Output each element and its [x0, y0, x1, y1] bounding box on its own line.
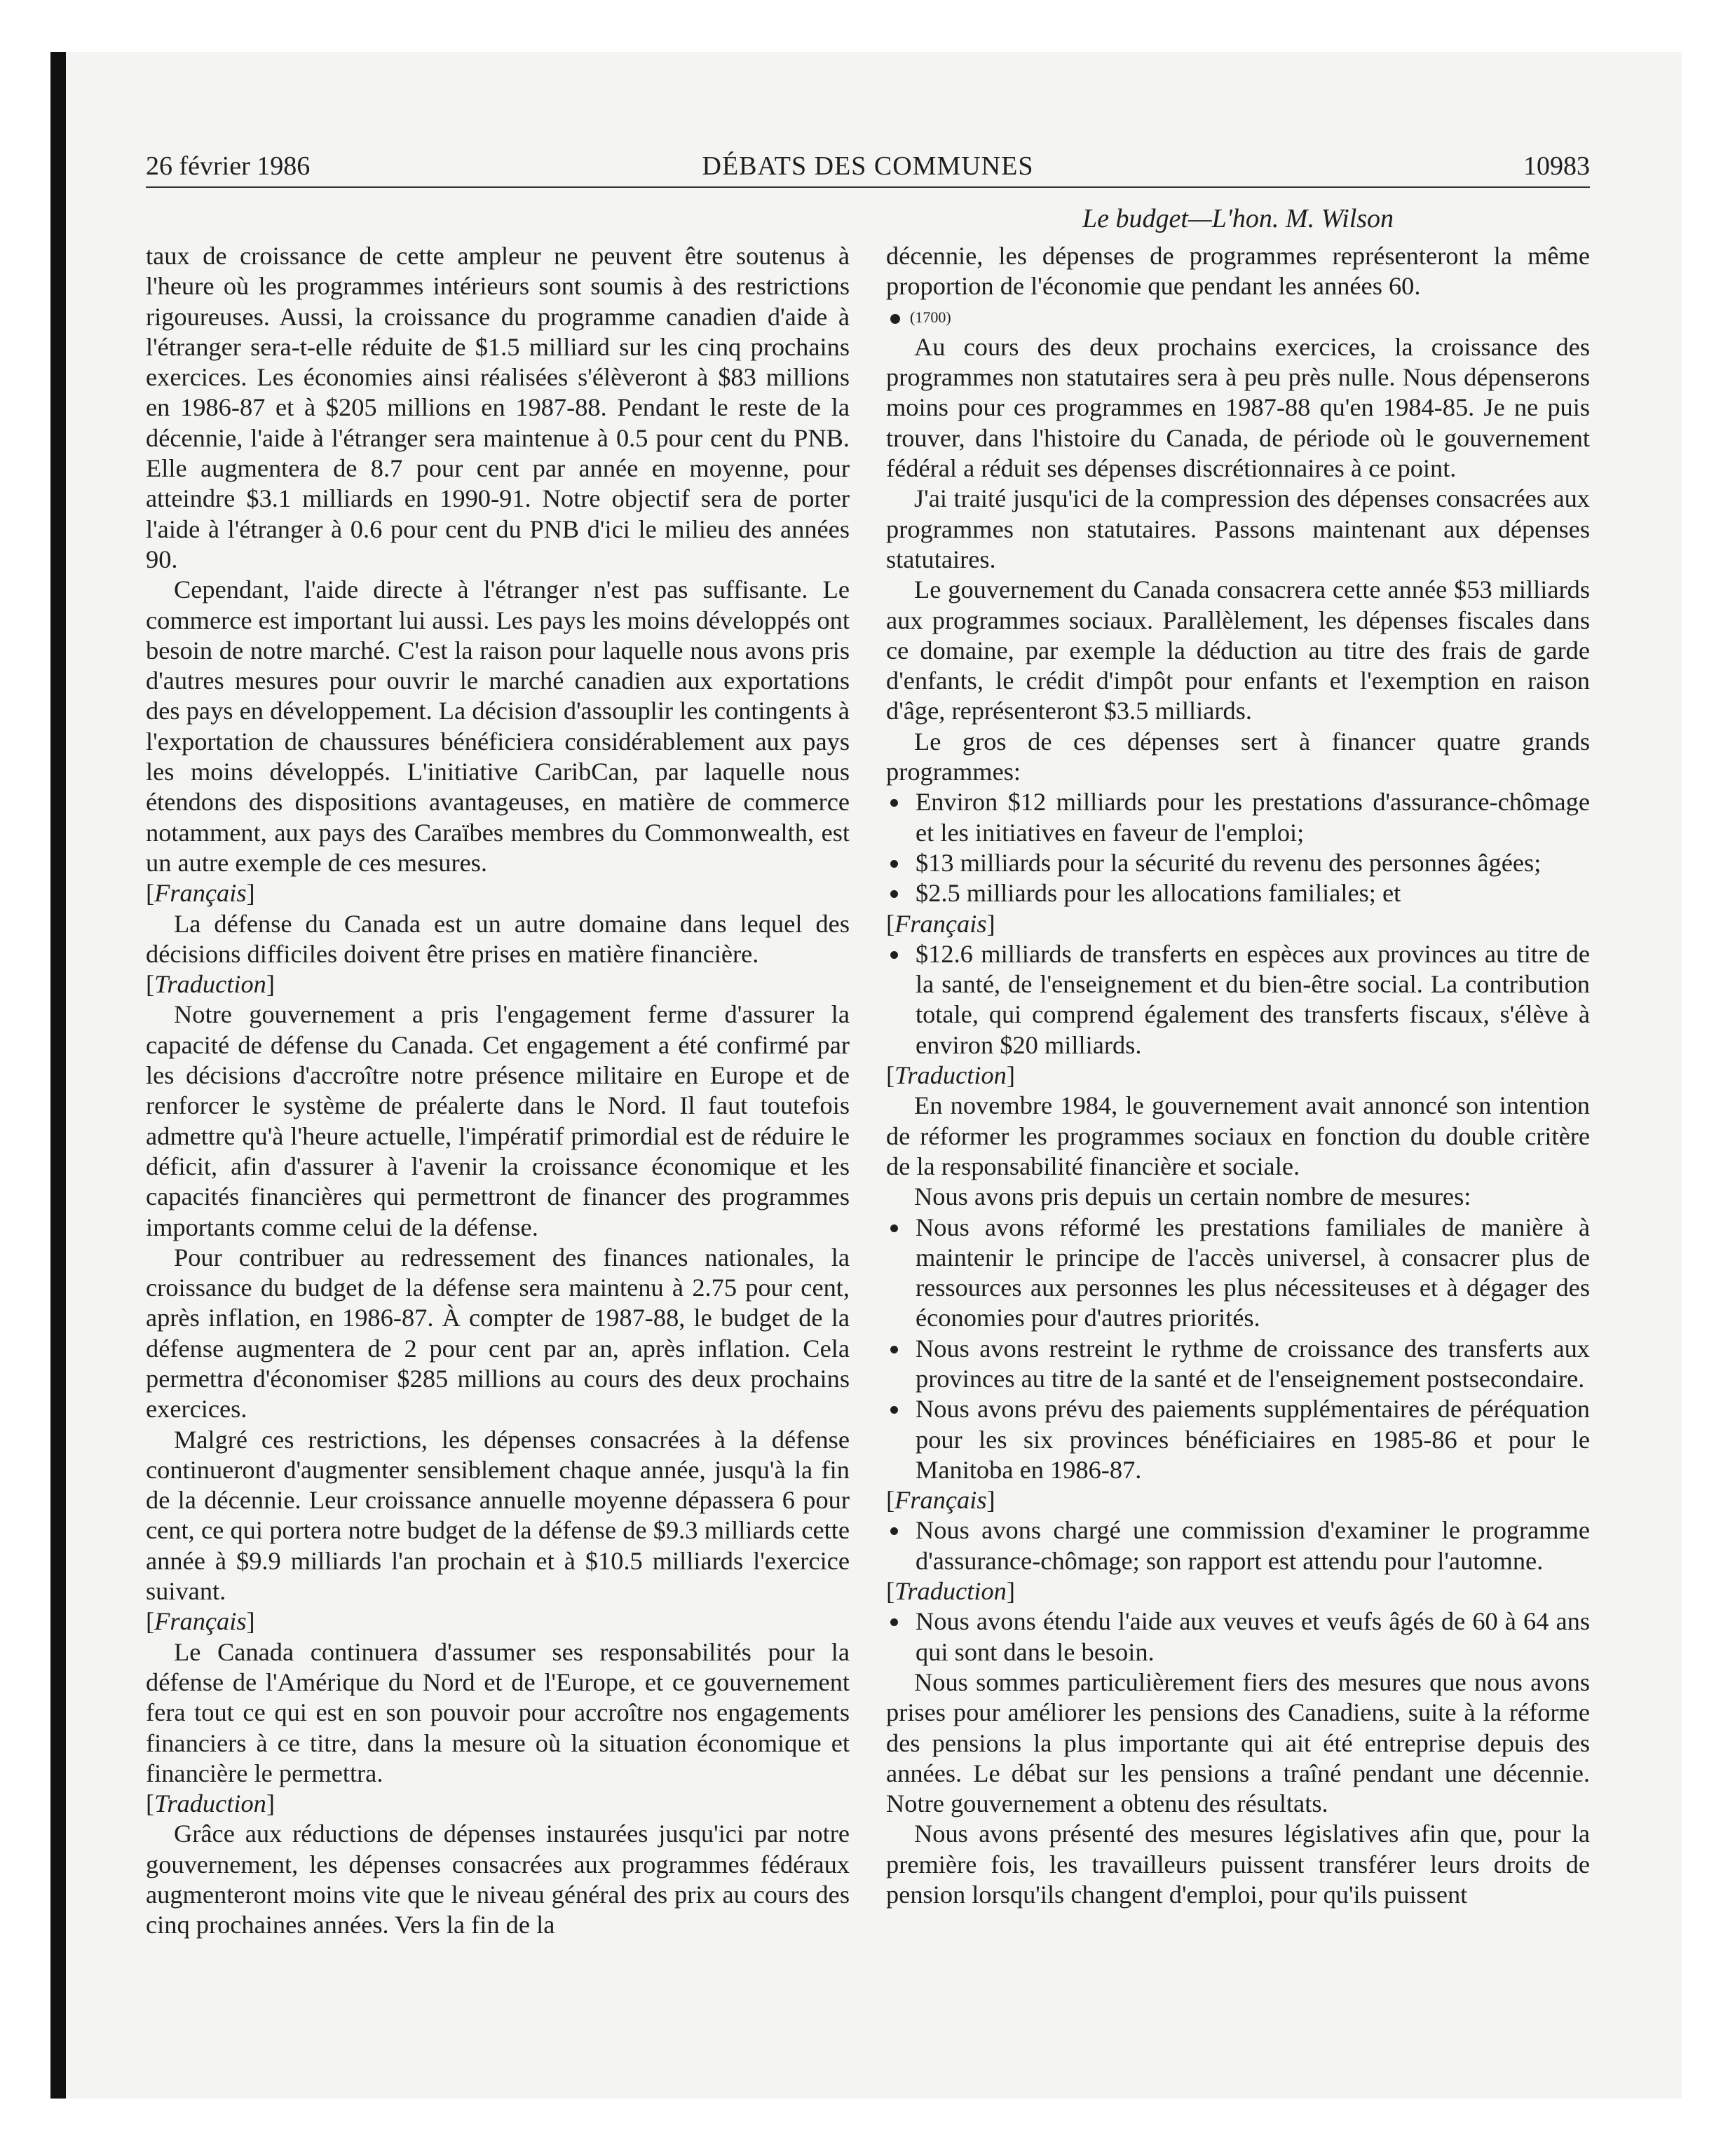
- list-item: $2.5 milliards pour les allocations familiales; et: [886, 878, 1590, 908]
- paragraph: En novembre 1984, le gouvernement avait annoncé son intention de réformer les programmes sociaux en fonction du double critère de la responsabilité financière et sociale.: [886, 1091, 1590, 1180]
- paragraph: Nous avons présenté des mesures législatives afin que, pour la première fois, les travailleurs puissent transférer leurs droits de pension lorsqu'ils changent d'emploi, pour qu'ils puissent: [886, 1820, 1590, 1909]
- list-item: Nous avons prévu des paiements supplémentaires de péréquation pour les six provinces bénéficiaires en 1985-86 et pour le Manitoba en 1986-87.: [886, 1394, 1590, 1485]
- language-tag-label: Français: [154, 1607, 247, 1636]
- paragraph: J'ai traité jusqu'ici de la compression des dépenses consacrées aux programmes non statutaires. Passons maintenant aux dépenses statutaires.: [886, 484, 1590, 573]
- paragraph: Le gros de ces dépenses sert à financer quatre grands programmes:: [886, 727, 1590, 786]
- language-tag-label: Traduction: [894, 1577, 1007, 1606]
- page-number: 10983: [1523, 151, 1590, 181]
- language-tag-label: Traduction: [154, 1789, 266, 1818]
- language-tag: [Français]: [146, 1607, 255, 1636]
- paragraph: Au cours des deux prochains exercices, la croissance des programmes non statutaires sera à peu près nulle. Nous dépenserons moins pour ces programmes en 1987-88 qu'en 1984-85. Je ne puis trouver, dans l'histoire du Canada, de période où le gouvernement fédéral a réduit ses dépenses discrétionnaires à ce point.: [886, 332, 1590, 483]
- language-tag: [Traduction]: [886, 1577, 1015, 1606]
- paragraph: Le Canada continuera d'assumer ses responsabilités pour la défense de l'Amérique du Nord et de l'Europe, et ce gouvernement fera tout ce qui est en son pouvoir pour accroître nos engagements financiers à ce titre, dans la mesure où la situation économique et financière le permettra.: [146, 1637, 850, 1787]
- language-tag: [Traduction]: [146, 970, 275, 999]
- list-item: Nous avons réformé les prestations familiales de manière à maintenir le principe de l'accès universel, à consacrer plus de ressources aux personnes les plus nécessiteuses et à dégager des économies pour d'autres priorités.: [886, 1213, 1590, 1334]
- language-tag: [Traduction]: [146, 1789, 275, 1818]
- bullet-list: [886, 1606, 1590, 1667]
- language-tag-label: Français: [154, 879, 247, 908]
- time-marker: [886, 302, 1590, 332]
- paragraph: taux de croissance de cette ampleur ne peuvent être soutenus à l'heure où les programmes intérieurs sont soumis à des restrictions rigoureuses. Aussi, la croissance du programme canadien d'aide à l'étranger sera-t-elle réduite de $1.5 milliard sur les cinq prochains exercices. Les économies ainsi réalisées s'élèveront à $83 millions en 1986-87 et à $205 millions en 1987-88. Pendant le reste de la décennie, l'aide à l'étranger sera maintenue à 0.5 pour cent du PNB. Elle augmentera de 8.7 pour cent par année en moyenne, pour atteindre $3.1 milliards en 1990-91. Notre objectif sera de porter l'aide à l'étranger à 0.6 pour cent du PNB d'ici le milieu des années 90.: [146, 242, 850, 573]
- header-date: 26 février 1986: [146, 151, 311, 181]
- list-item: $13 milliards pour la sécurité du revenu des personnes âgées;: [886, 848, 1590, 878]
- right-column: [886, 241, 1590, 1910]
- bullet-list: [886, 1515, 1590, 1576]
- paragraph: Grâce aux réductions de dépenses instaurées jusqu'ici par notre gouvernement, les dépenses consacrées aux programmes fédéraux augmenteront moins vite que le niveau général des prix au cours des cinq prochaines années. Vers la fin de la: [146, 1820, 850, 1939]
- paragraph: Malgré ces restrictions, les dépenses consacrées à la défense continueront d'augmenter sensiblement chaque année, jusqu'à la fin de la décennie. Leur croissance annuelle moyenne dépassera 6 pour cent, ce qui portera notre budget de la défense de $9.3 milliards cette année à $9.9 milliards l'an prochain et à $10.5 milliards l'exercice suivant.: [146, 1425, 850, 1606]
- language-tag: [Français]: [146, 879, 255, 908]
- language-tag-label: Traduction: [154, 970, 266, 999]
- paragraph: Cependant, l'aide directe à l'étranger n'est pas suffisante. Le commerce est important lui aussi. Les pays les moins développés ont besoin de notre marché. C'est la raison pour laquelle nous avons pris d'autres mesures pour ouvrir le marché canadien aux exportations des pays en développement. La décision d'assouplir les contingents à l'exportation de chaussures bénéficiera considérablement aux pays les moins développés. L'initiative CaribCan, par laquelle nous étendons des dispositions avantageuses, en matière de commerce notamment, aux pays des Caraïbes membres du Commonwealth, est un autre exemple de ces mesures.: [146, 575, 850, 877]
- language-tag: [Traduction]: [886, 1061, 1015, 1090]
- list-item: Nous avons chargé une commission d'examiner le programme d'assurance-chômage; son rapport est attendu pour l'automne.: [886, 1515, 1590, 1576]
- list-item: Nous avons étendu l'aide aux veuves et veufs âgés de 60 à 64 ans qui sont dans le besoin.: [886, 1606, 1590, 1667]
- list-item: Environ $12 milliards pour les prestations d'assurance-chômage et les initiatives en faveur de l'emploi;: [886, 787, 1590, 848]
- paragraph: Le gouvernement du Canada consacrera cette année $53 milliards aux programmes sociaux. Parallèlement, les dépenses fiscales dans ce domaine, par exemple la déduction au titre des frais de garde d'enfants, le crédit d'impôt pour enfants et l'exemption en raison d'âge, représenteront $3.5 milliards.: [886, 575, 1590, 725]
- bullet-list: [886, 1213, 1590, 1486]
- page-header: [146, 151, 1590, 186]
- header-title: DÉBATS DES COMMUNES: [702, 151, 1034, 181]
- paragraph: Nous sommes particulièrement fiers des mesures que nous avons prises pour améliorer les pensions des Canadiens, suite à la réforme des pensions la plus importante qui ait été entreprise depuis des années. Le débat sur les pensions a traîné pendant une décennie. Notre gouvernement a obtenu des résultats.: [886, 1667, 1590, 1818]
- list-item: Nous avons restreint le rythme de croissance des transferts aux provinces au titre de la santé et de l'enseignement postsecondaire.: [886, 1334, 1590, 1395]
- paragraph: La défense du Canada est un autre domaine dans lequel des décisions difficiles doivent être prises en matière financière.: [146, 909, 850, 968]
- header-rule: [146, 186, 1590, 188]
- language-tag-label: Français: [894, 1486, 987, 1515]
- language-tag-label: Français: [894, 909, 987, 938]
- language-tag: [Français]: [886, 909, 995, 938]
- bullet-dot-icon: [890, 314, 900, 324]
- time-marker-label: (1700): [910, 308, 951, 326]
- language-tag: [Français]: [886, 1486, 995, 1515]
- language-tag-label: Traduction: [894, 1061, 1007, 1090]
- list-item: $12.6 milliards de transferts en espèces aux provinces au titre de la santé, de l'enseignement et du bien-être social. La contribution totale, qui comprend également des transferts fiscaux, s'élève à environ $20 milliards.: [886, 939, 1590, 1060]
- paragraph: décennie, les dépenses de programmes représenteront la même proportion de l'économie que pendant les années 60.: [886, 242, 1590, 301]
- paragraph: Nous avons pris depuis un certain nombre de mesures:: [914, 1182, 1471, 1211]
- bullet-list: [886, 787, 1590, 908]
- paragraph: Pour contribuer au redressement des finances nationales, la croissance du budget de la défense sera maintenu à 2.75 pour cent, après inflation, en 1986-87. À compter de 1987-88, le budget de la défense augmentera de 2 pour cent par an, après inflation. Cela permettra d'économiser $285 millions au cours des deux prochains exercices.: [146, 1243, 850, 1424]
- scan-edge: [50, 52, 66, 2099]
- running-head: Le budget—L'hon. M. Wilson: [1082, 204, 1394, 233]
- bullet-list: [886, 939, 1590, 1060]
- left-column: [146, 241, 850, 1941]
- paragraph: Notre gouvernement a pris l'engagement ferme d'assurer la capacité de défense du Canada. Cet engagement a été confirmé par les décisions d'accroître notre présence militaire en Europe et de renforcer le système de préalerte dans le Nord. Il faut toutefois admettre qu'à l'heure actuelle, l'impératif primordial est de réduire le déficit, afin d'assurer à l'avenir la croissance économique et les capacités financières qui permettront de financer des programmes importants comme celui de la défense.: [146, 1000, 850, 1241]
